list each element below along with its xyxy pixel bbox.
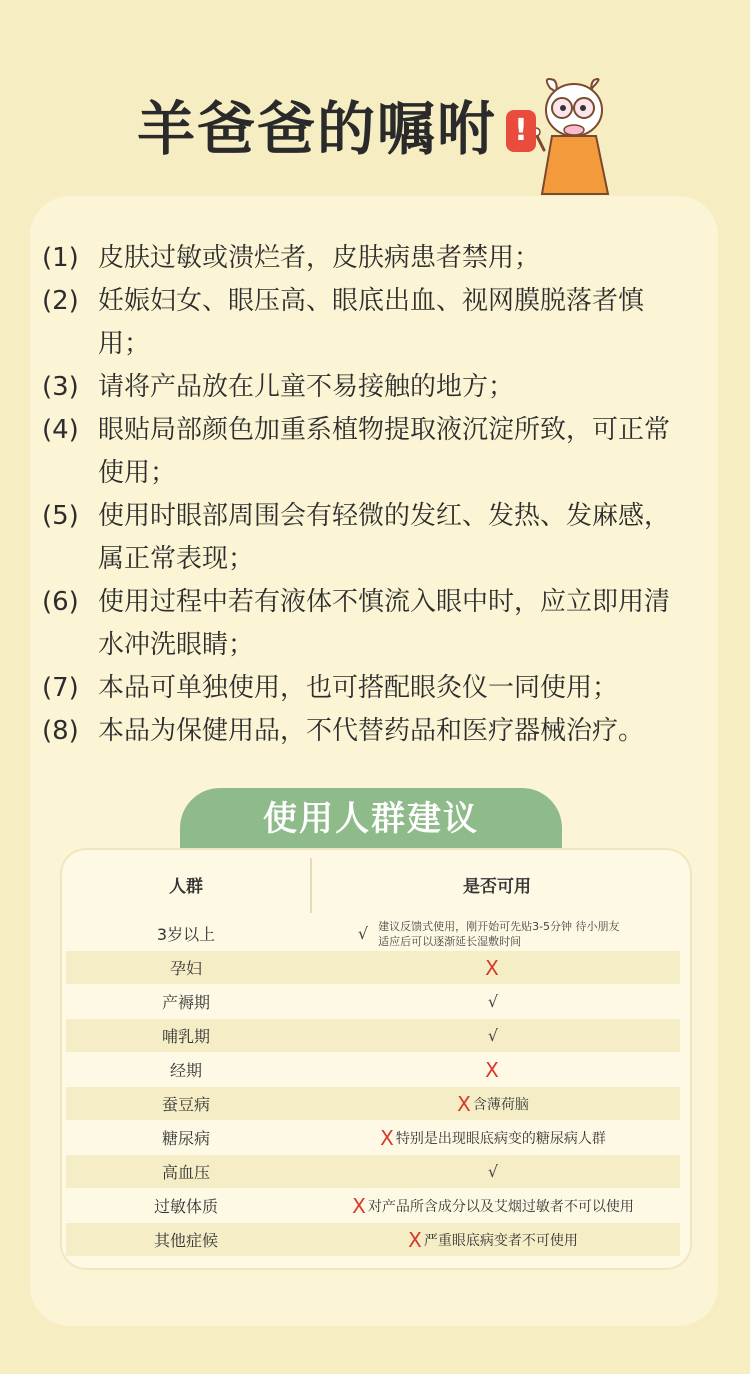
cross-icon: X [352,1193,366,1218]
usable-cell [306,956,680,980]
table-row [66,1121,680,1154]
group-cell: 产褥期 [161,993,210,1012]
note-text: 请将产品放在儿童不易接触的地方； [98,372,515,402]
note-item [42,581,692,667]
usable-cell [306,919,680,949]
usable-cell [306,1228,680,1252]
title-area [0,0,750,200]
table-row [66,1223,680,1256]
column-header-group: 人群 [169,877,203,897]
table-row [66,917,680,950]
column-header-usable: 是否可用 [463,877,531,897]
note-item [42,710,692,753]
table-row [66,1155,680,1188]
note-item [42,280,692,366]
check-icon: √ [487,992,499,1011]
group-cell: 孕妇 [169,959,202,978]
table-row [66,985,680,1018]
note-text: 本品可单独使用，也可搭配眼灸仪一同使用； [98,673,619,703]
goat-mascot-icon [536,74,616,198]
table-row [66,1189,680,1222]
note-number: (2) [42,286,79,316]
usage-note: 含薄荷脑 [472,1096,529,1113]
group-cell: 哺乳期 [161,1027,210,1046]
note-text: 皮肤过敏或溃烂者，皮肤病患者禁用； [98,243,541,273]
usage-note: 特别是出现眼底病变的糖尿病人群 [395,1130,606,1147]
group-cell: 其他症候 [153,1231,218,1250]
note-text: 妊娠妇女、眼压高、眼底出血、视网膜脱落者慎用； [98,286,645,359]
note-number: (5) [42,501,79,531]
table-row [66,1019,680,1052]
cross-icon: X [485,1057,499,1082]
usage-note: 建议反馈式使用，刚开始可先贴3-5分钟 待小朋友适应后可以逐渐延长湿敷时间 [378,919,620,948]
group-cell: 3岁以上 [156,925,216,944]
page-title: 羊爸爸的嘱咐 [137,95,498,163]
table-row [66,1053,680,1086]
note-text: 眼贴局部颜色加重系植物提取液沉淀所致，可正常使用； [98,415,671,488]
usable-cell [306,1126,680,1150]
exclamation-icon: ! [506,110,536,152]
cross-icon: X [380,1125,394,1150]
group-cell: 糖尿病 [161,1129,210,1148]
note-number: (7) [42,673,79,703]
note-number: (1) [42,243,79,273]
cross-icon: X [457,1091,471,1116]
note-number: (4) [42,415,79,445]
usable-cell [306,1162,680,1181]
note-number: (6) [42,587,79,617]
note-item [42,495,692,581]
cross-icon: X [485,955,499,980]
note-item [42,667,692,710]
note-text: 本品为保健用品，不代替药品和医疗器械治疗。 [98,716,645,746]
usage-note: 对产品所含成分以及艾烟过敏者不可以使用 [367,1198,634,1215]
table-row [66,1087,680,1120]
group-cell: 过敏体质 [153,1197,218,1216]
usable-cell [306,1092,680,1116]
note-item [42,237,692,280]
usable-cell [306,1194,680,1218]
note-number: (3) [42,372,79,402]
note-item [42,409,692,495]
usable-cell [306,992,680,1011]
note-item [42,366,692,409]
note-text: 使用过程中若有液体不慎流入眼中时，应立即用清水冲洗眼睛； [98,587,671,660]
notes-list [42,237,692,753]
note-number: (8) [42,716,79,746]
note-text: 使用时眼部周围会有轻微的发红、发热、发麻感，属正常表现； [98,501,671,574]
group-cell: 蚕豆病 [161,1095,210,1114]
group-cell: 经期 [169,1061,202,1080]
section-heading: 使用人群建议 [180,788,562,866]
check-icon: √ [487,1026,499,1045]
usable-cell [306,1026,680,1045]
usable-cell [306,1058,680,1082]
usage-note: 严重眼底病变者不可使用 [423,1232,578,1249]
group-cell: 高血压 [161,1163,210,1182]
table-row [66,951,680,984]
check-icon: √ [357,924,369,943]
cross-icon: X [408,1227,422,1252]
check-icon: √ [487,1162,499,1181]
